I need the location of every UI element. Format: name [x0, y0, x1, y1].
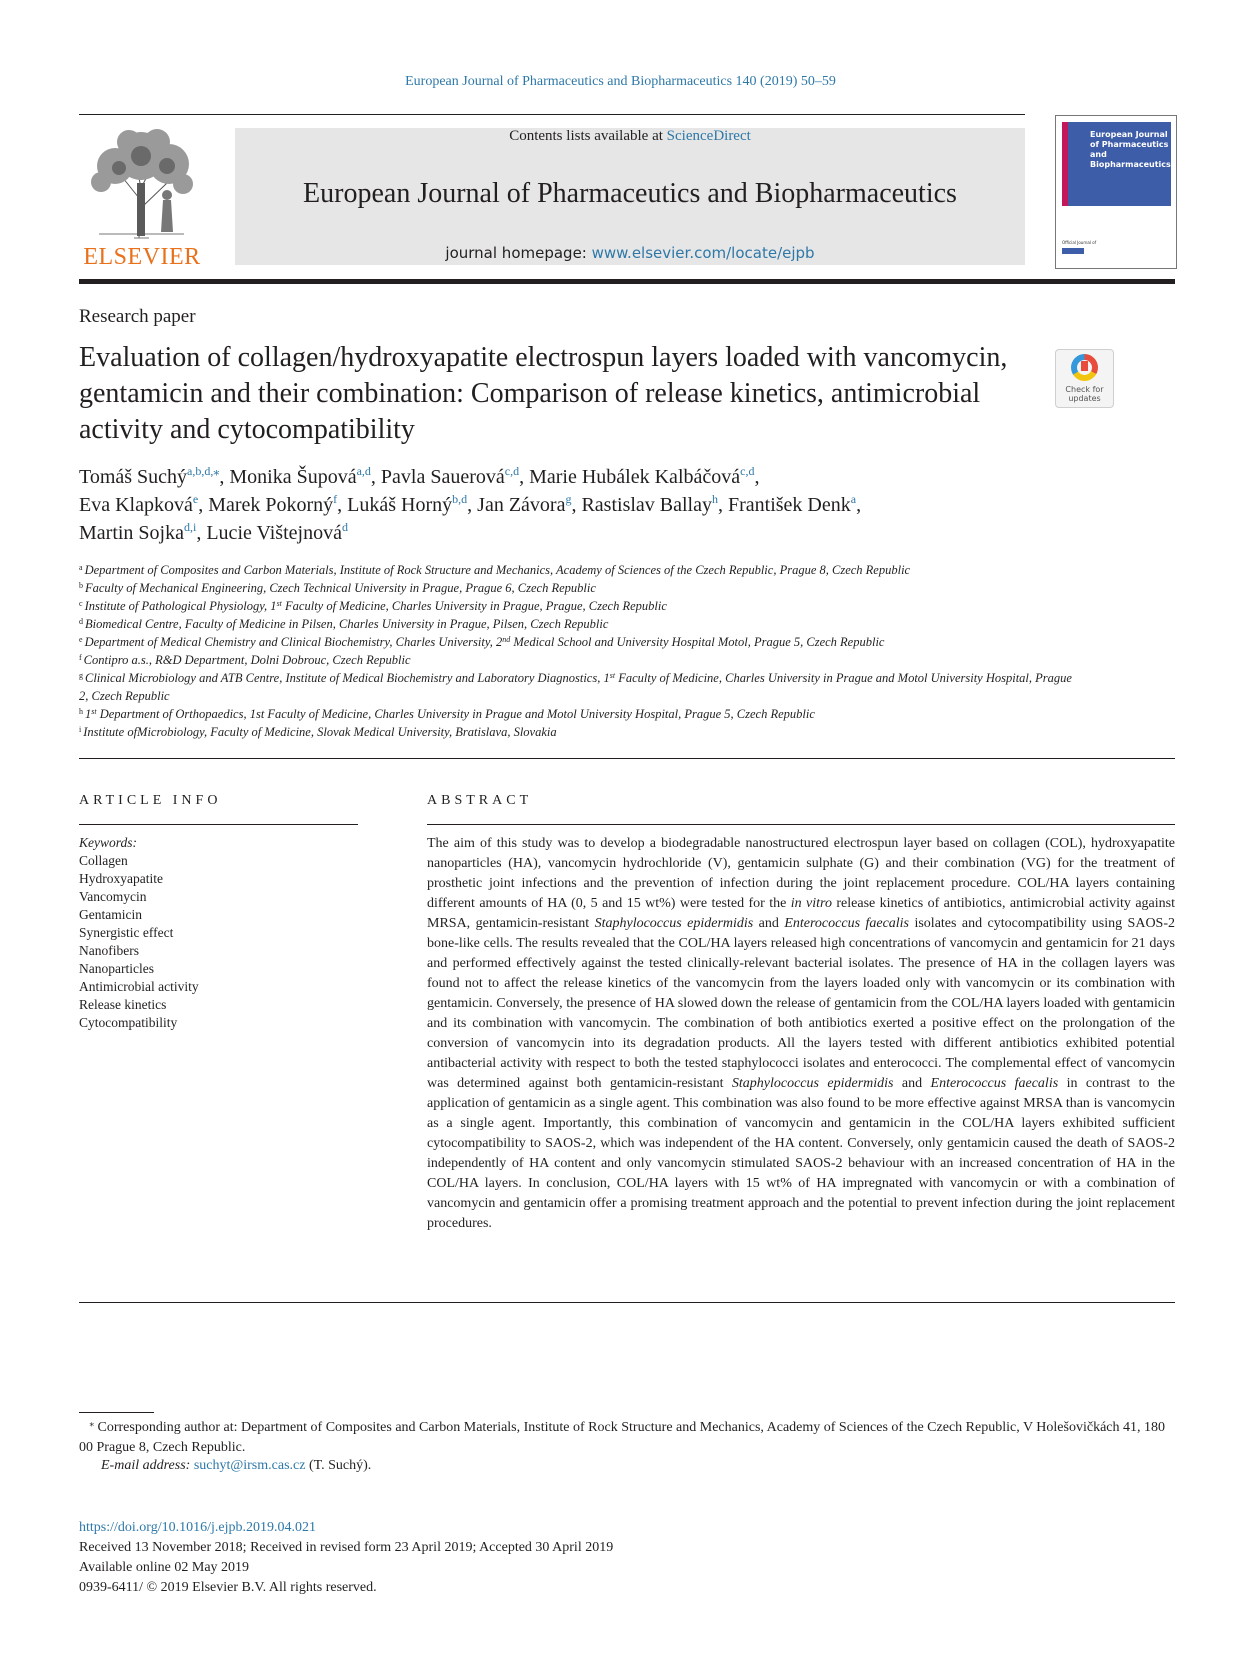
- affiliation-item: $^f$ Contipro a.s., R&D Department, Dolni Dobrouc, Czech Republic: [79, 653, 411, 667]
- sciencedirect-link[interactable]: ScienceDirect: [666, 128, 751, 144]
- keyword-item[interactable]: Release kinetics: [79, 997, 167, 1012]
- email-link[interactable]: suchyt@irsm.cas.cz: [193, 1458, 306, 1473]
- article-title: Evaluation of collagen/hydroxyapatite electrospun layers loaded with vancomycin, gentamicin and their combination: Comparison of release kinetics, antimicrobial activity and cytocompatibility: [79, 342, 1008, 445]
- author[interactable]: Pavla Sauerová$^{c,d}$: [380, 464, 520, 488]
- header-thick-divider: [79, 279, 1175, 284]
- abstract-heading: ABSTRACT: [427, 793, 533, 808]
- keywords-block: [79, 834, 359, 1032]
- author[interactable]: Jan Závora$^g$: [477, 492, 572, 516]
- affiliation-item: $^h$ 1st Department of Orthopaedics, 1st Faculty of Medicine, Charles University in Prague and Motol University Hospital, Prague 5, Czech Republic: [79, 707, 815, 721]
- author[interactable]: Lukáš Horný$^{b,d}$: [347, 492, 468, 516]
- header-divider: [79, 114, 1025, 115]
- corresponding-author-footnote: ⁎ Corresponding author at: Department of Composites and Carbon Materials, Institute of Rock Structure and Mechanics, Academy of Sciences of the Czech Republic, V Holešovičkách 41, 180 00 Prague 8, Czech Republic.: [79, 1418, 1165, 1455]
- abstract-divider: [427, 824, 1175, 825]
- elsevier-tree-icon: [79, 128, 205, 240]
- check-for-updates-button[interactable]: [1055, 349, 1114, 408]
- affiliation-item: $^e$ Department of Medical Chemistry and Clinical Biochemistry, Charles University, 2nd Medical School and University Hospital Motol, Prague 5, Czech Republic: [79, 635, 885, 649]
- article-metadata: [79, 1518, 613, 1598]
- author[interactable]: Eva Klapková$^e$: [79, 492, 199, 516]
- check-for-updates-label: Check for updates: [1065, 385, 1104, 403]
- cover-accent-stripe: [1062, 122, 1068, 206]
- affiliation-item: $^c$ Institute of Pathological Physiology, 1st Faculty of Medicine, Charles University in Prague, Prague, Czech Republic: [79, 599, 667, 613]
- author[interactable]: Lucie Vištejnová$^d$: [206, 520, 348, 544]
- keyword-item[interactable]: Collagen: [79, 853, 128, 868]
- elsevier-wordmark: ELSEVIER: [83, 244, 201, 270]
- author[interactable]: Tomáš Suchý$^{a,b,d,⁎}$: [79, 464, 220, 488]
- author[interactable]: Marek Pokorný$^f$: [208, 492, 338, 516]
- corresponding-email: E-mail address: suchyt@irsm.cas.cz (T. Suchý).: [101, 1458, 372, 1473]
- apv-logo-icon: [1062, 248, 1084, 254]
- journal-citation-link[interactable]: European Journal of Pharmaceutics and Biopharmaceutics 140 (2019) 50–59: [405, 74, 836, 89]
- author[interactable]: Martin Sojka$^{d,i}$: [79, 520, 197, 544]
- keyword-item[interactable]: Gentamicin: [79, 907, 142, 922]
- keyword-item[interactable]: Hydroxyapatite: [79, 871, 163, 886]
- author[interactable]: Marie Hubálek Kalbáčová$^{c,d}$: [529, 464, 755, 488]
- affiliation-item: $^a$ Department of Composites and Carbon Materials, Institute of Rock Structure and Mechanics, Academy of Sciences of the Czech Republic, Prague 8, Czech Republic: [79, 563, 911, 577]
- abstract-end-divider: [79, 1302, 1175, 1303]
- author[interactable]: Monika Šupová$^{a,d}$: [229, 464, 371, 488]
- elsevier-logo[interactable]: [79, 128, 205, 268]
- contents-availability: Contents lists available at ScienceDirect: [509, 128, 751, 144]
- journal-title: European Journal of Pharmaceutics and Biopharmaceutics: [303, 178, 957, 209]
- affiliations-divider: [79, 758, 1175, 759]
- journal-cover-thumbnail[interactable]: [1055, 115, 1177, 269]
- online-date: Available online 02 May 2019: [79, 1560, 250, 1575]
- keywords-label: Keywords:: [79, 835, 137, 850]
- affiliation-list: [79, 561, 1079, 741]
- keyword-item[interactable]: Nanoparticles: [79, 961, 154, 976]
- keyword-item[interactable]: Antimicrobial activity: [79, 979, 199, 994]
- affiliation-item: $^d$ Biomedical Centre, Faculty of Medicine in Pilsen, Charles University in Prague, Pilsen, Czech Republic: [79, 617, 609, 631]
- article-info-heading: ARTICLE INFO: [79, 793, 222, 808]
- affiliation-item: $^g$ Clinical Microbiology and ATB Centre, Institute of Medical Biochemistry and Laboratory Diagnostics, 1st Faculty of Medicine, Charles University in Prague and Motol University Hospital, Prague 2, Czech Republic: [79, 671, 1072, 703]
- keyword-item[interactable]: Synergistic effect: [79, 925, 174, 940]
- received-dates: Received 13 November 2018; Received in revised form 23 April 2019; Accepted 30 April 2019: [79, 1540, 614, 1555]
- copyright-notice: 0939-6411/ © 2019 Elsevier B.V. All rights reserved.: [79, 1580, 377, 1595]
- article-info-divider: [79, 824, 358, 825]
- keyword-item[interactable]: Cytocompatibility: [79, 1015, 178, 1030]
- bookmark-icon: [1081, 361, 1088, 371]
- footnote-divider: [79, 1412, 154, 1413]
- cover-footer-label: Official Journal of: [1062, 240, 1097, 245]
- journal-homepage-link[interactable]: www.elsevier.com/locate/ejpb: [591, 244, 815, 262]
- author[interactable]: František Denk$^a$: [728, 492, 857, 516]
- author-list: Tomáš Suchý$^{a,b,d,⁎}$, Monika Šupová$^{a,d}$, Pavla Sauerová$^{c,d}$, Marie Hubálek Kalbáčová$^{c,d}$, Eva Klapková$^e$, Marek Pokorný$^f$, Lukáš Horný$^{b,d}$, Jan Závora$^g$, Rastislav Ballay$^h$, František Denk$^a$, Martin Sojka$^{d,i}$, Lucie Vištejnová$^d$: [79, 464, 862, 544]
- keyword-item[interactable]: Vancomycin: [79, 889, 147, 904]
- author[interactable]: Rastislav Ballay$^h$: [581, 492, 718, 516]
- affiliation-item: $^i$ Institute ofMicrobiology, Faculty of Medicine, Slovak Medical University, Bratislava, Slovakia: [79, 725, 557, 739]
- affiliation-item: $^b$ Faculty of Mechanical Engineering, Czech Technical University in Prague, Prague 6, Czech Republic: [79, 581, 596, 595]
- doi-link[interactable]: https://doi.org/10.1016/j.ejpb.2019.04.021: [79, 1520, 316, 1535]
- cover-title: European Journal of Pharmaceutics and Biopharmaceutics: [1090, 130, 1171, 169]
- keyword-item[interactable]: Nanofibers: [79, 943, 139, 958]
- article-type: Research paper: [79, 306, 196, 327]
- abstract-body: The aim of this study was to develop a biodegradable nanostructured electrospun layer based on collagen (COL), hydroxyapatite nanoparticles (HA), vancomycin hydrochloride (V), gentamicin sulphate (G) and their combination (VG) for the treatment of prosthetic joint infections and the prevention of infection during the joint replacement procedure. COL/HA layers containing different amounts of HA (0, 5 and 15 wt%) were tested for the in vitro release kinetics of antibiotics, antimicrobial activity against MRSA, gentamicin-resistant Staphylococcus epidermidis and Enterococcus faecalis isolates and cytocompatibility using SAOS-2 bone-like cells. The results revealed that the COL/HA layers released high concentrations of vancomycin and gentamicin for 21 days and performed effectively against the tested clinically-relevant bacterial isolates. The presence of HA in the collagen layers was found not to affect the release kinetics of the vancomycin from the layers loaded only with vancomycin or its combination with gentamicin. Conversely, the presence of HA slowed down the release of gentamicin from the COL/HA layers loaded with gentamicin and its combination with vancomycin. The combination of both antibiotics exerted a positive effect on the prolongation of the conversion of vancomycin into its degradation products. All the layers tested with different antibiotics exhibited potential antibacterial activity with respect to both the tested staphylococci isolates and enterococci. The complemental effect of vancomycin was determined against both gentamicin-resistant Staphylococcus epidermidis and Enterococcus faecalis in contrast to the application of gentamicin as a single agent. This combination was also found to be more effective against MRSA than is vancomycin as a single agent. Importantly, this combination of vancomycin and gentamicin in the COL/HA layers exhibited sufficient cytocompatibility to SAOS-2, which was independent of the HA content. Conversely, only gentamicin caused the death of SAOS-2 independently of HA content and only vancomycin stimulated SAOS-2 behaviour with an increased concentration of HA in the COL/HA layers. In conclusion, COL/HA layers with 15 wt% of HA impregnated with vancomycin or with a combination of vancomycin and gentamicin offer a promising treatment approach and the potential to prevent infection during the joint replacement procedures.: [427, 836, 1176, 1231]
- journal-homepage: journal homepage: www.elsevier.com/locate/ejpb: [445, 244, 815, 262]
